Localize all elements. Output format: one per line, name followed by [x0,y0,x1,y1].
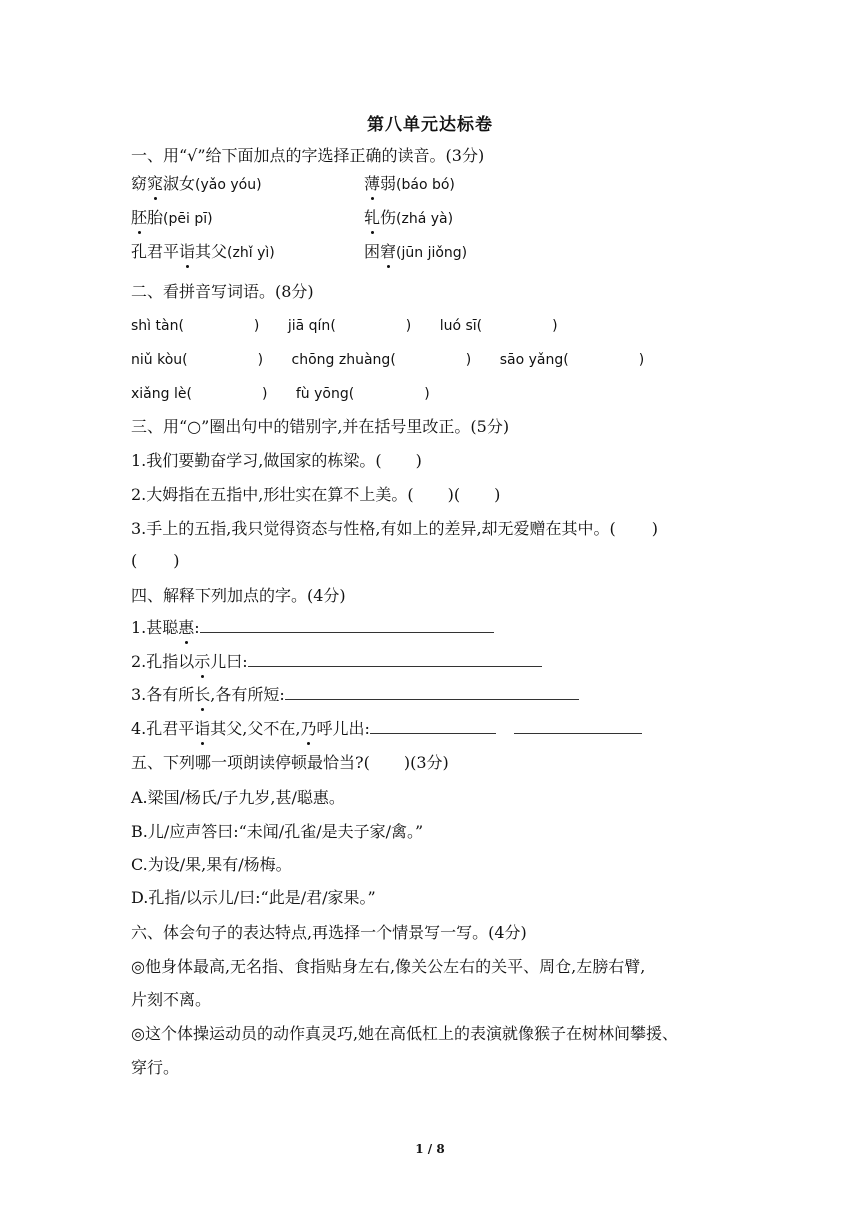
section-4-heading: 四、解释下列加点的字。(4分) [131,586,346,605]
pinyin-choice-row-1 [131,173,262,196]
pinyin-choice-row-3b [364,241,467,264]
pinyin-choice-row-1b [364,173,455,196]
dotted-char: 窕 [147,174,164,193]
pinyin-write-row-2: niǔ kòu( ) chōng zhuàng( ) sāo yǎng( ) [131,352,645,368]
example-2-line-2: 穿行。 [131,1058,180,1077]
pinyin-choice-row-3 [131,241,275,264]
pinyin-options[interactable]: (yǎo yóu) [195,177,262,193]
dotted-char: 长 [194,685,211,704]
answer-line[interactable] [200,616,494,633]
dotted-char: 轧 [364,208,381,227]
dotted-char: 诣 [179,242,196,261]
pinyin-write-row-1: shì tàn( ) jiā qín( ) luó sī( ) [131,318,558,334]
example-1-line-1: ◎他身体最高,无名指、食指贴身左右,像关公左右的关平、周仓,左膀右臂, [131,957,646,976]
pinyin-choice-row-2b [364,207,453,230]
choice-word: 胚胎 [131,208,164,227]
section-5-heading: 五、下列哪一项朗读停顿最恰当?( )(3分) [131,753,449,772]
dotted-char: 惠 [178,618,195,637]
page-number: 1 / 8 [415,1142,445,1156]
pinyin-options[interactable]: (báo bó) [396,177,455,193]
correction-item-3: 3.手上的五指,我只觉得资态与性格,有如上的差异,却无爱赠在其中。( ) [131,519,659,538]
pinyin-options[interactable]: (jūn jiǒng) [396,245,468,261]
pinyin-write-row-3: xiǎng lè( ) fù yōng( ) [131,386,430,402]
section-3-heading: 三、用“○”圈出句中的错别字,并在括号里改正。(5分) [131,417,510,436]
pinyin-options[interactable]: (zhá yà) [396,211,454,227]
choice-word: 轧伤 [364,208,397,227]
section-6-heading: 六、体会句子的表达特点,再选择一个情景写一写。(4分) [131,923,527,942]
dotted-char: 示 [194,652,211,671]
correction-item-3-continued: ( ) [131,551,180,570]
answer-line[interactable] [370,717,496,734]
option-c[interactable]: C.为设/果,果有/杨梅。 [131,855,292,874]
section-1-heading: 一、用“√”给下面加点的字选择正确的读音。(3分) [131,146,485,165]
pinyin-word: jiā qín [287,318,331,334]
dotted-char: 薄 [364,174,381,193]
pinyin-word: chōng zhuàng [291,352,391,368]
answer-line[interactable] [248,650,542,667]
option-b[interactable]: B.儿/应声答曰:“未闻/孔雀/是夫子家/禽。” [131,822,424,841]
pinyin-word: fù yōng [295,386,349,402]
section-2-heading: 二、看拼音写词语。(8分) [131,282,314,301]
pinyin-options[interactable]: (pēi pī) [163,211,213,227]
choice-word: 困窘 [364,242,397,261]
choice-word: 孔君平诣其父 [131,242,228,261]
pinyin-word: shì tàn [131,318,179,334]
pinyin-word: xiǎng lè [131,386,187,402]
answer-line[interactable] [514,717,642,734]
option-a[interactable]: A.梁国/杨氏/子九岁,甚/聪惠。 [131,788,345,807]
explain-item-4: 4.孔君平诣其父,父不在,乃呼儿出: [131,717,642,740]
answer-line[interactable] [285,683,579,700]
explain-item-2: 2.孔指以示儿曰: [131,650,542,673]
choice-word: 窈窕淑女 [131,174,196,193]
choice-word: 薄弱 [364,174,397,193]
example-1-line-2: 片刻不离。 [131,990,212,1009]
example-2-line-1: ◎这个体操运动员的动作真灵巧,她在高低杠上的表演就像猴子在树林间攀援、 [131,1024,679,1043]
dotted-char: 乃 [300,719,317,738]
dotted-char: 胚 [131,208,148,227]
pinyin-word: sāo yǎng [499,352,564,368]
correction-item-1: 1.我们要勤奋学习,做国家的栋梁。( ) [131,451,422,470]
pinyin-options[interactable]: (zhǐ yì) [227,245,275,261]
pinyin-word: luó sī [439,318,477,334]
option-d[interactable]: D.孔指/以示儿/曰:“此是/君/家果。” [131,888,376,907]
explain-item-1: 1.甚聪惠: [131,616,494,639]
pinyin-word: niǔ kòu [131,352,183,368]
correction-item-2: 2.大姆指在五指中,形壮实在算不上美。( )( ) [131,485,501,504]
dotted-char: 窘 [380,242,397,261]
pinyin-choice-row-2 [131,207,213,230]
explain-item-3: 3.各有所长,各有所短: [131,683,579,706]
dotted-char: 诣 [194,719,211,738]
page-title: 第八单元达标卷 [367,115,493,135]
